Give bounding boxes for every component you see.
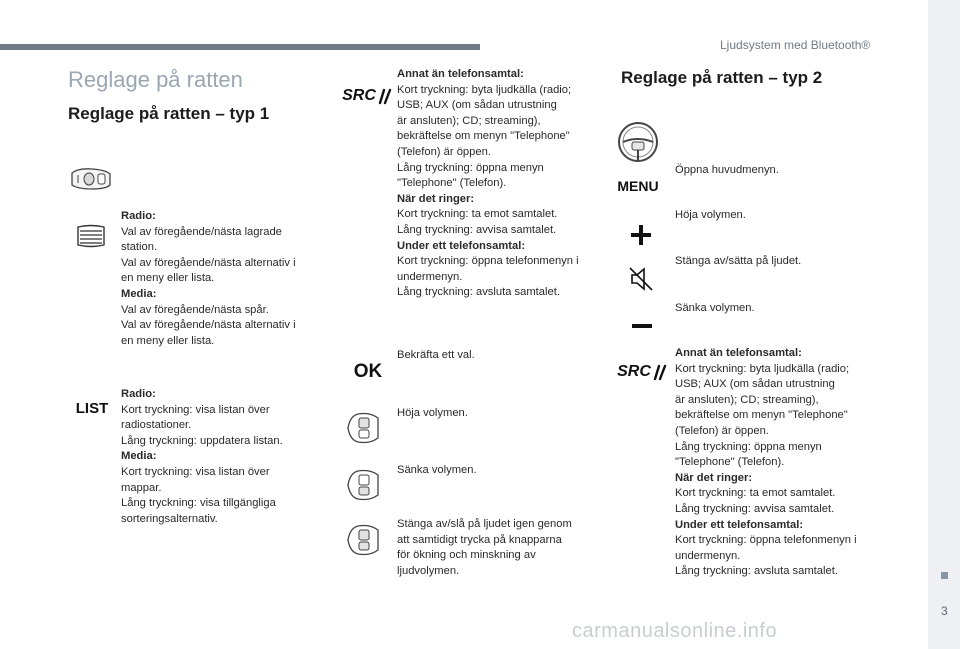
- description-line: att samtidigt trycka på knapparna: [397, 533, 562, 546]
- minus-description-text: Sänka volymen.: [675, 302, 755, 314]
- ok-button-icon: [350, 360, 386, 384]
- ok-button-label: OK: [353, 361, 383, 382]
- mute-description: [397, 517, 572, 579]
- plus-description-text: Höja volymen.: [675, 209, 746, 221]
- description-line: undermenyn.: [397, 270, 463, 283]
- menu-button-label: MENU: [617, 178, 659, 194]
- description-line: USB; AUX (om sådan utrustning: [675, 378, 835, 391]
- description-line: undermenyn.: [675, 549, 741, 562]
- description-line: (Telefon) är öppen.: [397, 145, 491, 158]
- steering-wheel-icon: [616, 120, 660, 164]
- description-line: Kort tryckning: öppna telefonmenyn i: [397, 255, 579, 268]
- mute-speaker-icon: [626, 264, 656, 294]
- description-line: Val av föregående/nästa alternativ i: [121, 256, 296, 269]
- description-line: sorteringsalternativ.: [121, 512, 218, 525]
- page-number: 3: [941, 604, 948, 618]
- src-description: [397, 67, 579, 301]
- list-button-label: LIST: [75, 399, 109, 417]
- section-title-text: Ljudsystem med Bluetooth®: [720, 38, 871, 52]
- mute-speaker-text: Stänga av/sätta på ljudet.: [675, 255, 802, 267]
- description-line: Val av föregående/nästa alternativ i: [121, 319, 296, 332]
- volume-down-text: Sänka volymen.: [397, 464, 477, 476]
- description-line: Lång tryckning: avsluta samtalet.: [397, 286, 560, 299]
- description-line: Lång tryckning: visa tillgängliga: [121, 497, 276, 510]
- steering-control-unit-icon: [68, 165, 114, 193]
- page-side-strip: [928, 0, 960, 649]
- menu-description-text: Öppna huvudmenyn.: [675, 164, 779, 176]
- description-line: Media:: [121, 287, 157, 300]
- type1-heading: Reglage på ratten – typ 1: [68, 104, 270, 123]
- description-line: Radio:: [121, 210, 156, 222]
- description-line: Kort tryckning: ta emot samtalet.: [397, 208, 558, 221]
- page-marker: [941, 572, 948, 579]
- description-line: Val av föregående/nästa lagrade: [121, 225, 282, 238]
- description-line: USB; AUX (om sådan utrustning: [397, 99, 557, 112]
- description-line: bekräftelse om menyn "Telephone": [397, 130, 570, 143]
- description-line: är ansluten); CD; streaming),: [397, 114, 541, 127]
- description-line: Kort tryckning: öppna telefonmenyn i: [675, 534, 857, 547]
- volume-up-text: Höja volymen.: [397, 407, 468, 419]
- description-line: Lång tryckning: uppdatera listan.: [121, 434, 283, 447]
- header-rule: [0, 44, 480, 50]
- description-line: Val av föregående/nästa spår.: [121, 303, 269, 316]
- description-line: en meny eller lista.: [121, 272, 215, 285]
- description-line: Lång tryckning: avsluta samtalet.: [675, 565, 838, 578]
- section-title: [720, 38, 870, 52]
- description-line: radiostationer.: [121, 419, 192, 432]
- description-line: station.: [121, 241, 158, 254]
- volume-up-control-icon: [344, 410, 384, 446]
- minus-icon: [629, 316, 655, 336]
- description-line: När det ringer:: [675, 471, 753, 484]
- src-button-label: SRC: [342, 87, 376, 104]
- watermark: carmanualsonline.info: [572, 620, 778, 642]
- description-line: mappar.: [121, 481, 162, 494]
- description-line: Radio:: [121, 388, 156, 400]
- description-line: bekräftelse om menyn "Telephone": [675, 409, 848, 422]
- plus-description: [675, 208, 746, 224]
- list-button-icon: [72, 396, 112, 420]
- description-line: Kort tryckning: ta emot samtalet.: [675, 487, 836, 500]
- plus-icon: [628, 222, 654, 248]
- src-description-type2: [675, 346, 857, 580]
- mute-speaker-description: [675, 254, 801, 270]
- volume-down-description: [397, 463, 477, 479]
- volume-up-description: [397, 406, 468, 422]
- description-line: "Telephone" (Telefon).: [675, 456, 785, 469]
- description-line: Kort tryckning: byta ljudkälla (radio;: [675, 362, 850, 375]
- type2-heading: Reglage på ratten – typ 2: [621, 68, 823, 87]
- description-line: Kort tryckning: visa listan över: [121, 465, 270, 478]
- src-button-icon: [342, 84, 392, 108]
- thumbwheel-icon: [75, 224, 107, 248]
- description-line: för ökning och minskning av: [397, 549, 536, 562]
- description-line: Lång tryckning: avvisa samtalet.: [675, 502, 835, 515]
- menu-description: [675, 163, 779, 179]
- description-line: Stänga av/slå på ljudet igen genom: [397, 518, 572, 530]
- description-line: Under ett telefonsamtal:: [397, 239, 526, 252]
- minus-description: [675, 301, 755, 317]
- description-line: "Telephone" (Telefon).: [397, 177, 507, 190]
- description-line: Lång tryckning: avvisa samtalet.: [397, 223, 557, 236]
- description-line: Annat än telefonsamtal:: [675, 347, 802, 359]
- ok-description-text: Bekräfta ett val.: [397, 349, 475, 361]
- description-line: När det ringer:: [397, 192, 475, 205]
- description-line: en meny eller lista.: [121, 334, 215, 347]
- description-line: Lång tryckning: öppna menyn: [397, 161, 544, 174]
- list-button-description: [121, 387, 283, 527]
- description-line: Lång tryckning: öppna menyn: [675, 440, 822, 453]
- src-button-icon-type2: [617, 360, 667, 384]
- radio-wheel-description: [121, 209, 296, 349]
- mute-control-icon: [344, 522, 384, 558]
- description-line: är ansluten); CD; streaming),: [675, 393, 819, 406]
- description-line: (Telefon) är öppen.: [675, 424, 769, 437]
- src-button-label-type2: SRC: [617, 363, 651, 380]
- description-line: Media:: [121, 450, 157, 463]
- description-line: Under ett telefonsamtal:: [675, 518, 804, 531]
- description-line: ljudvolymen.: [397, 564, 460, 577]
- description-line: Kort tryckning: visa listan över: [121, 403, 270, 416]
- description-line: Kort tryckning: byta ljudkälla (radio;: [397, 83, 572, 96]
- ok-description: [397, 348, 475, 364]
- description-line: Annat än telefonsamtal:: [397, 68, 524, 80]
- page-title: Reglage på ratten: [68, 67, 243, 92]
- volume-down-control-icon: [344, 467, 384, 503]
- menu-button-icon: [612, 176, 664, 196]
